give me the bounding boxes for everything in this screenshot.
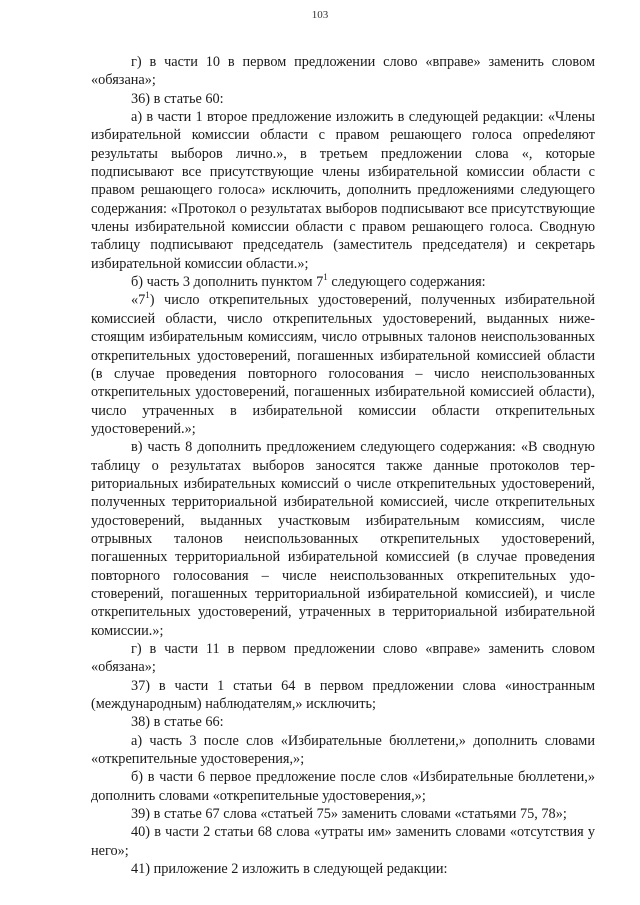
page-number: 103 <box>311 9 329 21</box>
paragraph: а) в части 1 второе предложение изложить в следующей редакции: «Члены избирательной комиссии области с правом решающего голоса опреdеляют результаты выборов лично.», в третьем предложении слова «, которые подписывают все присутствующие члены избирательной комиссии области с правом решающего голоса» исключить, дополнить предложениями следующего содержания: «Протокол о результатах выборов подписывают все присутствующие члены избирательной комиссии области с правом решающего голоса. Сводную таблицу подписывают председатель (заместитель председателя) и секретарь избирательной комиссии области.»; <box>91 109 595 272</box>
paragraph: 40) в части 2 статьи 68 слова «утраты им» заменить словами «отсутствия у него»; <box>91 824 595 859</box>
paragraph: в) часть 8 дополнить предложением следующего содержания: «В сводную таблицу о результатах выборов заносятся также данные протоколов территориальных избирательных комиссий о числе открепительных удостоверений, полученных территориальной избирательной комиссией, числе открепительных удостоверений, выданных участковым избирательным комиссиям, числе отрывных талонов неиспользованных открепительных удостоверений, погашенных территориальной избирательной комиссией (в случае проведения повторного голосования – числе неиспользованных открепительных удостоверений, погашенных территориальной избирательной комиссией), и числе открепительных удостоверений, утраченных в территориальной избирательной комиссии.»; <box>91 439 595 639</box>
superscript: 1 <box>323 272 328 283</box>
paragraph <box>91 291 595 438</box>
document-body <box>91 53 595 878</box>
paragraph: г) в части 11 в первом предложении слово «вправе» заменить словом «обязана»; <box>91 641 595 676</box>
paragraph: 41) приложение 2 изложить в следующей редакции: <box>131 861 448 878</box>
superscript: 1 <box>145 290 150 301</box>
paragraph: 39) в статье 67 слова «статьей 75» заменить словами «статьями 75, 78»; <box>131 806 567 823</box>
paragraph: б) в части 6 первое предложение после слов «Избирательные бюллетени,» дополнить словами «открепительные удостоверения,»; <box>91 769 595 804</box>
paragraph: а) часть 3 после слов «Избирательные бюллетени,» дополнить словами «открепительные удостоверения,»; <box>91 732 595 768</box>
paragraph: г) в части 10 в первом предложении слово «вправе» заменить словом «обязана»; <box>91 54 595 89</box>
paragraph-text: ) число открепительных удостоверений, полученных избирательной комиссией области, число открепительных удостоверений, выданных нижестоящим избирательным комиссиям, число отрывных талонов неиспользованных открепительных удостоверений, погашенных избирательной комиссией области (в случае проведения повторного голосования – число неиспользованных открепительных удостоверений, погашенных избирательной комиссией области), число утраченных в избирательной комиссии области открепительных удостоверений.»; <box>91 292 595 437</box>
paragraph-text: следующего содержания: <box>327 274 486 291</box>
paragraph: 36) в статье 60: <box>131 90 224 107</box>
paragraph: 38) в статье 66: <box>131 714 224 731</box>
paragraph-text: «7 <box>131 292 146 309</box>
paragraph-text: б) часть 3 дополнить пунктом 7 <box>131 274 324 291</box>
paragraph: 37) в части 1 статьи 64 в первом предложении слова «иностранным (международным) наблюдателям,» исключить; <box>91 677 595 713</box>
paragraph <box>91 273 595 291</box>
